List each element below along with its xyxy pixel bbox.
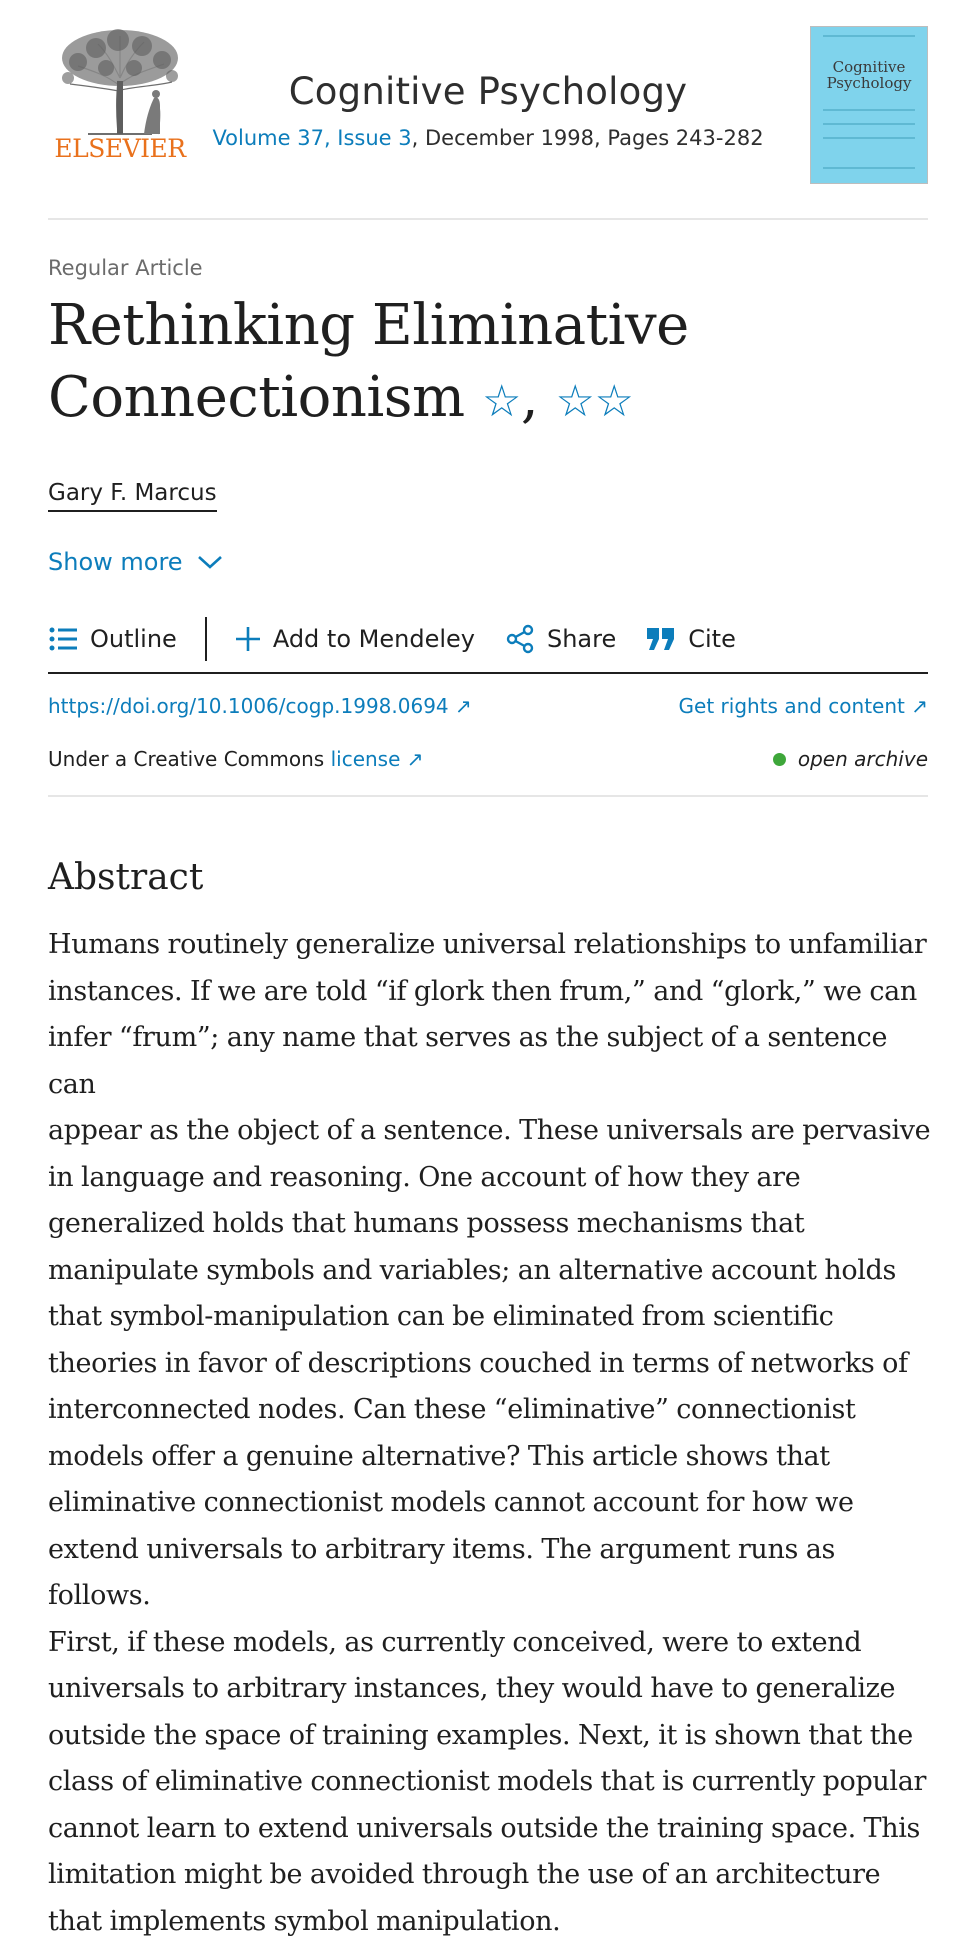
abstract-line: universals to arbitrary instances, they would have to generalize xyxy=(48,1666,932,1713)
doi-link[interactable] xyxy=(48,694,472,718)
outline-button[interactable] xyxy=(48,615,177,663)
license-prefix: Under a Creative Commons xyxy=(48,747,331,771)
title-separator: , xyxy=(521,365,538,430)
show-more-label: Show more xyxy=(48,548,183,576)
abstract-line: that implements symbol manipulation. xyxy=(48,1899,932,1945)
chevron-down-icon xyxy=(197,554,223,570)
abstract-line: instances. If we are told “if glork then frum,” and “glork,” we can xyxy=(48,969,932,1016)
footnote-star-icon[interactable]: ☆ xyxy=(482,376,521,427)
add-to-mendeley-button[interactable] xyxy=(235,615,475,663)
license-info xyxy=(48,747,424,795)
cite-button[interactable] xyxy=(646,615,736,663)
cover-title-line2: Psychology xyxy=(827,74,912,92)
journal-cover-thumbnail[interactable] xyxy=(810,26,928,184)
license-link[interactable] xyxy=(331,747,424,771)
abstract-line: class of eliminative connectionist models that is currently popular xyxy=(48,1759,932,1806)
article-title-line2: Connectionism xyxy=(48,365,465,430)
cover-rule xyxy=(823,35,915,37)
abstract-line: infer “frum”; any name that serves as the subject of a sentence can xyxy=(48,1015,932,1108)
elsevier-logo[interactable] xyxy=(48,26,192,188)
cover-title xyxy=(811,59,927,91)
mendeley-label: Add to Mendeley xyxy=(273,625,475,653)
license-link-text: license xyxy=(331,747,401,771)
cover-rule xyxy=(823,167,915,169)
abstract-line: in language and reasoning. One account of how they are xyxy=(48,1155,932,1202)
abstract-line: extend universals to arbitrary items. The argument runs as follows. xyxy=(48,1527,932,1620)
publisher-name: ELSEVIER xyxy=(48,134,192,163)
abstract-line: interconnected nodes. Can these “eliminative” connectionist xyxy=(48,1387,932,1434)
doi-row xyxy=(48,694,928,718)
abstract-line: eliminative connectionist models cannot account for how we xyxy=(48,1480,932,1527)
article-title-line1: Rethinking Eliminative xyxy=(48,293,689,358)
article-toolbar xyxy=(48,606,928,674)
external-link-icon: ↗ xyxy=(911,694,928,718)
abstract-line: outside the space of training examples. Next, it is shown that the xyxy=(48,1713,932,1760)
abstract-line: limitation might be avoided through the use of an architecture xyxy=(48,1852,932,1899)
cover-rule xyxy=(823,123,915,125)
abstract-line: Humans routinely generalize universal relationships to unfamiliar xyxy=(48,922,932,969)
cover-title-line1: Cognitive xyxy=(833,58,906,76)
issue-details: , December 1998, Pages 243-282 xyxy=(412,126,764,150)
open-access-dot-icon xyxy=(773,753,786,766)
abstract-line: First, if these models, as currently conceived, were to extend xyxy=(48,1620,932,1667)
doi-text: https://doi.org/10.1006/cogp.1998.0694 xyxy=(48,694,449,718)
abstract-line: manipulate symbols and variables; an alternative account holds xyxy=(48,1248,932,1295)
get-rights-text: Get rights and content xyxy=(679,694,905,718)
share-icon xyxy=(505,624,535,654)
abstract-heading: Abstract xyxy=(48,857,203,898)
external-link-icon: ↗ xyxy=(455,694,472,718)
article-page xyxy=(48,0,928,220)
toolbar-divider xyxy=(205,617,207,661)
open-archive-badge xyxy=(773,747,928,795)
journal-issue-info xyxy=(208,126,768,150)
external-link-icon: ↗ xyxy=(407,747,424,771)
cite-label: Cite xyxy=(688,625,736,653)
abstract-line: that symbol-manipulation can be eliminated from scientific xyxy=(48,1294,932,1341)
footnote-double-star-icon[interactable]: ☆☆ xyxy=(556,376,634,427)
open-archive-label: open archive xyxy=(798,747,928,771)
abstract-line: appear as the object of a sentence. These universals are pervasive xyxy=(48,1108,932,1155)
issue-link[interactable]: Volume 37, Issue 3 xyxy=(212,126,411,150)
plus-icon xyxy=(235,626,261,652)
journal-header xyxy=(48,0,928,220)
cover-rule xyxy=(823,109,915,111)
article-type: Regular Article xyxy=(48,256,203,280)
outline-label: Outline xyxy=(90,625,177,653)
journal-title[interactable]: Cognitive Psychology xyxy=(208,70,768,113)
share-button[interactable] xyxy=(505,615,616,663)
cover-rule xyxy=(823,137,915,139)
list-icon xyxy=(48,626,78,652)
get-rights-link[interactable] xyxy=(679,694,928,718)
tree-of-knowledge-icon xyxy=(48,26,192,136)
license-row xyxy=(48,747,928,797)
author-link[interactable]: Gary F. Marcus xyxy=(48,478,217,512)
share-label: Share xyxy=(547,625,616,653)
quote-icon xyxy=(646,626,676,652)
abstract-line: cannot learn to extend universals outside the training space. This xyxy=(48,1806,932,1853)
show-more-button[interactable] xyxy=(48,548,223,576)
article-title xyxy=(48,290,928,438)
abstract-line: models offer a genuine alternative? This article shows that xyxy=(48,1434,932,1481)
abstract-line: theories in favor of descriptions couched in terms of networks of xyxy=(48,1341,932,1388)
abstract-line: generalized holds that humans possess mechanisms that xyxy=(48,1201,932,1248)
abstract-body xyxy=(48,922,932,1945)
